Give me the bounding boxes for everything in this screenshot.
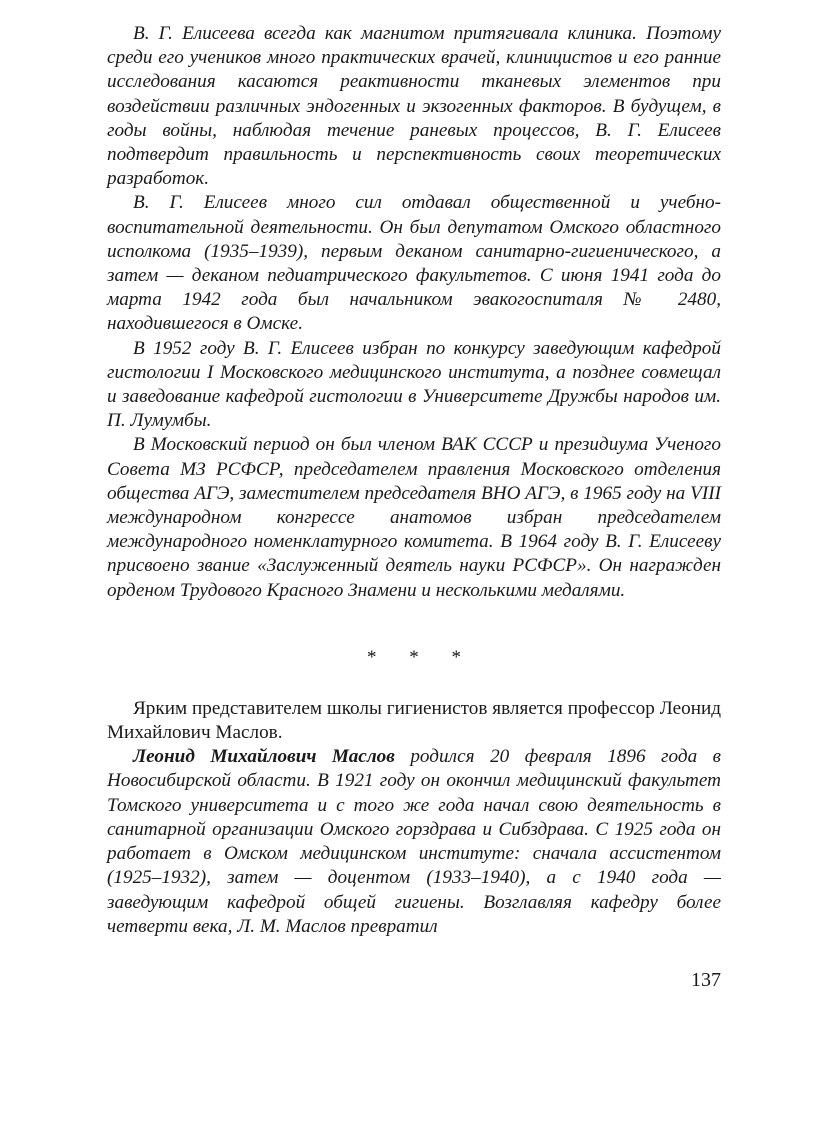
paragraph-eliseev-awards: В Московский период он был членом ВАК СССР и президиума Ученого Совета МЗ РСФСР, председателем правления Московского отделения общества АГЭ, заместителем председателя ВНО АГЭ, в 1965 году на VIII международном конгрессе анатомов избран председателем международного номенклатурного комитета. В 1964 году В. Г. Елисееву присвоено звание «Заслуженный деятель науки РСФСР». Он награжден орденом Трудового Красного Знамени и несколькими медалями. xyxy=(107,434,721,601)
paragraph-maslov-biography xyxy=(107,745,721,939)
page-number: 137 xyxy=(691,969,721,991)
maslov-name: Леонид Михайлович Маслов xyxy=(133,746,395,768)
maslov-biography-text: родился 20 февраля 1896 года в Новосибирской области. В 1921 году он окончил медицинский факультет Томского университета и с того же года начал свою деятельность в санитарной организации Омского горздрава и Сибздрава. С 1925 года он работает в Омском медицинском институте: сначала ассистентом (1925–1932), затем — доцентом (1933–1940), а с 1940 года — заведующим кафедрой общей гигиены. Возглавляя кафедру более четверти века, Л. М. Маслов превратил xyxy=(107,746,721,937)
paragraph-eliseev-public-work: В. Г. Елисеев много сил отдавал общественной и учебно-воспитательной деятельности. Он был депутатом Омского областного исполкома (1935–1939), первым деканом санитарно-гигиенического, а затем — деканом педиатрического факультетов. С июня 1941 года до марта 1942 года был начальником эвакогоспиталя № 2480, находившегося в Омске. xyxy=(107,192,721,335)
paragraph-eliseev-clinic: В. Г. Елисеева всегда как магнитом притягивала клиника. Поэтому среди его учеников много практических врачей, клиницистов и его ранние исследования касаются реактивности тканевых элементов при воздействии различных эндогенных и экзогенных факторов. В будущем, в годы войны, наблюдая течение раневых процессов, В. Г. Елисеев подтвердит правильность и перспективность своих теоретических разработок. xyxy=(107,23,721,190)
page-body xyxy=(107,22,721,939)
section-separator: * * * xyxy=(367,646,475,668)
paragraph-maslov-intro: Ярким представителем школы гигиенистов является профессор Леонид Михайлович Маслов. xyxy=(107,697,721,744)
paragraph-eliseev-moscow: В 1952 году В. Г. Елисеев избран по конкурсу заведующим кафедрой гистологии I Московского медицинского института, а позднее совмещал и заведование кафедрой гистологии в Университете Дружбы народов им. П. Лумумбы. xyxy=(107,337,721,432)
